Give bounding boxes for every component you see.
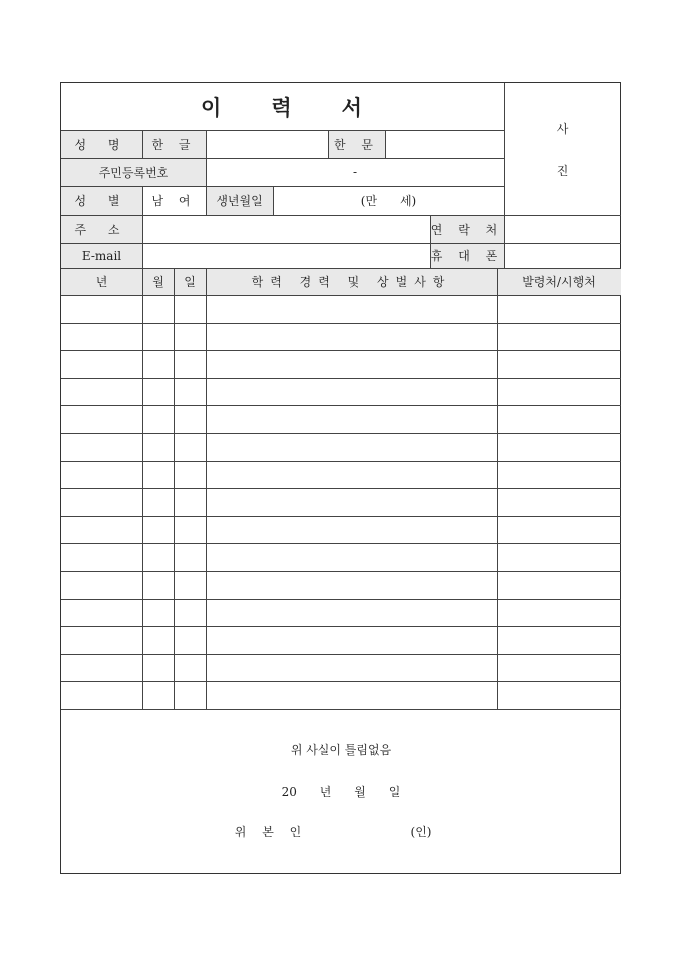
history-year-cell[interactable] xyxy=(61,295,142,323)
history-day-cell[interactable] xyxy=(174,516,206,544)
history-year-cell[interactable] xyxy=(61,654,142,682)
history-day-cell[interactable] xyxy=(174,599,206,627)
hangul-label: 한 글 xyxy=(142,130,206,158)
history-content-header-text: 학력 경력 및 상벌사항 xyxy=(251,275,452,289)
history-day-cell[interactable] xyxy=(174,654,206,682)
history-column-divider xyxy=(174,268,175,709)
email-label: E-mail xyxy=(61,243,142,268)
history-content-cell[interactable] xyxy=(206,461,497,489)
vline-443-addr xyxy=(504,215,505,268)
history-issuer-cell[interactable] xyxy=(497,654,621,682)
history-content-cell[interactable] xyxy=(206,516,497,544)
rrn-field[interactable]: - xyxy=(352,165,358,179)
history-column-divider xyxy=(497,268,498,709)
history-month-cell[interactable] xyxy=(142,571,174,599)
history-issuer-cell[interactable] xyxy=(497,378,621,406)
history-content-cell[interactable] xyxy=(206,654,497,682)
history-day-cell[interactable] xyxy=(174,295,206,323)
history-content-cell[interactable] xyxy=(206,295,497,323)
divider-photo-left xyxy=(504,83,505,215)
name-label: 성 명 xyxy=(61,130,142,158)
history-year-cell[interactable] xyxy=(61,433,142,461)
divider-row-gender xyxy=(61,215,621,216)
history-day-cell[interactable] xyxy=(174,378,206,406)
history-content-cell[interactable] xyxy=(206,323,497,351)
hanja-label: 한 문 xyxy=(328,130,385,158)
vline-145-top xyxy=(206,130,207,215)
divider-row-address xyxy=(61,243,621,244)
hanja-name-field[interactable] xyxy=(385,130,504,158)
history-day-cell[interactable] xyxy=(174,571,206,599)
history-day-cell[interactable] xyxy=(174,543,206,571)
history-content-cell[interactable] xyxy=(206,626,497,654)
history-content-cell[interactable] xyxy=(206,433,497,461)
history-issuer-cell[interactable] xyxy=(497,681,621,709)
history-day-cell[interactable] xyxy=(174,626,206,654)
history-issuer-cell[interactable] xyxy=(497,350,621,378)
history-content-cell[interactable] xyxy=(206,350,497,378)
footer-date: 20 년 월 일 xyxy=(281,784,401,799)
history-column-divider xyxy=(206,268,207,709)
history-month-cell[interactable] xyxy=(142,405,174,433)
history-month-cell[interactable] xyxy=(142,295,174,323)
history-content-header xyxy=(206,268,497,295)
title-char-3: 서 xyxy=(341,94,364,120)
mobile-label: 휴 대 폰 xyxy=(430,243,504,268)
history-content-cell[interactable] xyxy=(206,599,497,627)
resume-form xyxy=(60,82,621,874)
history-issuer-cell[interactable] xyxy=(497,543,621,571)
divider-title xyxy=(61,130,504,131)
photo-char-1: 사 xyxy=(556,121,569,136)
history-issuer-cell[interactable] xyxy=(497,461,621,489)
divider-row-name xyxy=(61,158,504,159)
contact-label: 연 락 처 xyxy=(430,215,504,243)
form-title xyxy=(61,83,504,130)
title-char-1: 이 xyxy=(201,94,224,120)
email-field[interactable] xyxy=(142,243,430,268)
history-year-cell[interactable] xyxy=(61,405,142,433)
history-issuer-cell[interactable] xyxy=(497,433,621,461)
history-month-cell[interactable] xyxy=(142,350,174,378)
history-issuer-cell[interactable] xyxy=(497,323,621,351)
history-row-divider xyxy=(61,709,621,710)
history-year-cell[interactable] xyxy=(61,488,142,516)
history-day-cell[interactable] xyxy=(174,488,206,516)
history-issuer-cell[interactable] xyxy=(497,599,621,627)
address-label: 주 소 xyxy=(61,215,142,243)
history-month-cell[interactable] xyxy=(142,599,174,627)
history-year-cell[interactable] xyxy=(61,571,142,599)
footer-statement: 위 사실이 틀림없음 xyxy=(290,742,392,757)
vline-369 xyxy=(430,215,431,268)
history-issuer-cell[interactable] xyxy=(497,295,621,323)
history-day-cell[interactable] xyxy=(174,461,206,489)
history-month-cell[interactable] xyxy=(142,543,174,571)
history-year-cell[interactable] xyxy=(61,516,142,544)
history-issuer-cell[interactable] xyxy=(497,626,621,654)
vline-81-addr xyxy=(142,215,143,268)
history-month-cell[interactable] xyxy=(142,654,174,682)
history-month-cell[interactable] xyxy=(142,681,174,709)
history-year-header: 년 xyxy=(61,268,142,295)
history-year-cell[interactable] xyxy=(61,378,142,406)
history-content-cell[interactable] xyxy=(206,488,497,516)
history-year-cell[interactable] xyxy=(61,323,142,351)
gender-label: 성 별 xyxy=(61,186,142,215)
rrn-label: 주민등록번호 xyxy=(61,158,206,186)
history-month-cell[interactable] xyxy=(142,461,174,489)
address-field[interactable] xyxy=(142,215,430,243)
history-year-cell[interactable] xyxy=(61,681,142,709)
divider-row-rrn xyxy=(61,186,504,187)
history-year-cell[interactable] xyxy=(61,626,142,654)
history-month-cell[interactable] xyxy=(142,626,174,654)
history-issuer-cell[interactable] xyxy=(497,571,621,599)
history-day-cell[interactable] xyxy=(174,433,206,461)
footer-signer: 위 본 인 xyxy=(234,824,308,839)
history-content-cell[interactable] xyxy=(206,681,497,709)
history-day-cell[interactable] xyxy=(174,350,206,378)
title-char-2: 력 xyxy=(271,94,294,120)
vline-81-gender xyxy=(142,186,143,215)
history-month-header: 월 xyxy=(142,268,174,295)
history-day-header: 일 xyxy=(174,268,206,295)
history-year-cell[interactable] xyxy=(61,599,142,627)
history-issuer-header: 발령처/시행처 xyxy=(497,268,621,295)
history-year-cell[interactable] xyxy=(61,461,142,489)
vline-212 xyxy=(273,186,274,215)
history-issuer-cell[interactable] xyxy=(497,405,621,433)
history-day-cell[interactable] xyxy=(174,323,206,351)
vline-81-top xyxy=(142,130,143,158)
history-month-cell[interactable] xyxy=(142,433,174,461)
history-month-cell[interactable] xyxy=(142,378,174,406)
history-issuer-cell[interactable] xyxy=(497,516,621,544)
history-content-cell[interactable] xyxy=(206,543,497,571)
history-content-cell[interactable] xyxy=(206,571,497,599)
footer-seal: (인) xyxy=(410,824,432,839)
history-issuer-cell[interactable] xyxy=(497,488,621,516)
history-month-cell[interactable] xyxy=(142,488,174,516)
mobile-field[interactable] xyxy=(504,243,621,268)
history-year-cell[interactable] xyxy=(61,543,142,571)
vline-324 xyxy=(385,130,386,158)
contact-field[interactable] xyxy=(504,215,621,243)
history-year-cell[interactable] xyxy=(61,350,142,378)
history-month-cell[interactable] xyxy=(142,516,174,544)
history-content-cell[interactable] xyxy=(206,378,497,406)
history-day-cell[interactable] xyxy=(174,405,206,433)
gender-options[interactable]: 남 여 xyxy=(151,194,197,208)
hangul-name-field[interactable] xyxy=(206,130,328,158)
photo-char-2: 진 xyxy=(556,163,569,178)
vline-267 xyxy=(328,130,329,158)
birth-age-field[interactable]: (만 세) xyxy=(360,194,417,208)
history-day-cell[interactable] xyxy=(174,681,206,709)
birth-label: 생년월일 xyxy=(206,186,273,215)
history-month-cell[interactable] xyxy=(142,323,174,351)
history-content-cell[interactable] xyxy=(206,405,497,433)
history-column-divider xyxy=(142,268,143,709)
divider-row-email xyxy=(61,268,621,269)
